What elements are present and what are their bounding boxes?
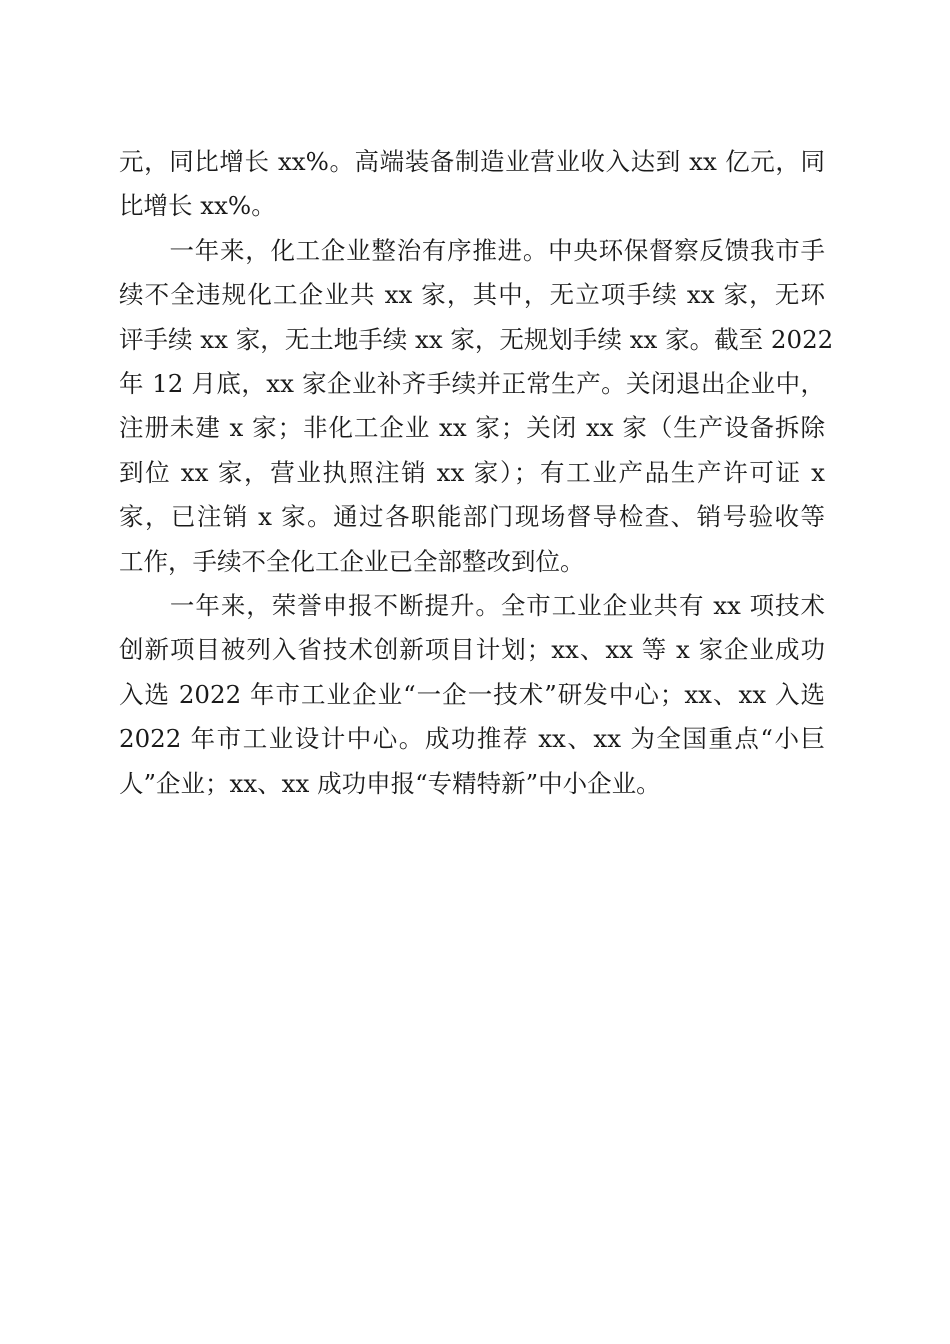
text-line: 元，同比增长 xx%。高端装备制造业营业收入达到 xx 亿元，同	[119, 147, 825, 176]
text-line: 比增长 xx%。	[119, 191, 276, 221]
text-line: 入选 2022 年市工业企业“一企一技术”研发中心；xx、xx 入选	[119, 679, 825, 709]
paragraph-revenue-growth	[119, 140, 825, 229]
text-line: 一年来，化工企业整治有序推进。中央环保督察反馈我市手	[119, 235, 825, 265]
text-line: 一年来，荣誉申报不断提升。全市工业企业共有 xx 项技术	[119, 591, 825, 621]
text-line: 注册未建 x 家；非化工企业 xx 家；关闭 xx 家（生产设备拆除	[119, 413, 825, 443]
text-line: 家，已注销 x 家。通过各职能部门现场督导检查、销号验收等	[119, 502, 825, 532]
text-line: 2022 年市工业设计中心。成功推荐 xx、xx 为全国重点“小巨	[119, 724, 825, 754]
paragraph-honor-application	[119, 584, 825, 806]
text-line: 工作，手续不全化工企业已全部整改到位。	[119, 546, 585, 576]
body-text	[119, 140, 834, 806]
text-line: 评手续 xx 家，无土地手续 xx 家，无规划手续 xx 家。截至 2022	[119, 324, 834, 354]
text-line: 创新项目被列入省技术创新项目计划；xx、xx 等 x 家企业成功	[119, 635, 825, 665]
text-line: 人”企业；xx、xx 成功申报“专精特新”中小企业。	[119, 768, 661, 798]
text-line: 到位 xx 家，营业执照注销 xx 家）；有工业产品生产许可证 x	[119, 457, 825, 487]
text-line: 年 12 月底，xx 家企业补齐手续并正常生产。关闭退出企业中，	[119, 369, 825, 399]
paragraph-chemical-rectification	[119, 229, 834, 584]
text-line: 续不全违规化工企业共 xx 家，其中，无立项手续 xx 家，无环	[119, 280, 825, 310]
